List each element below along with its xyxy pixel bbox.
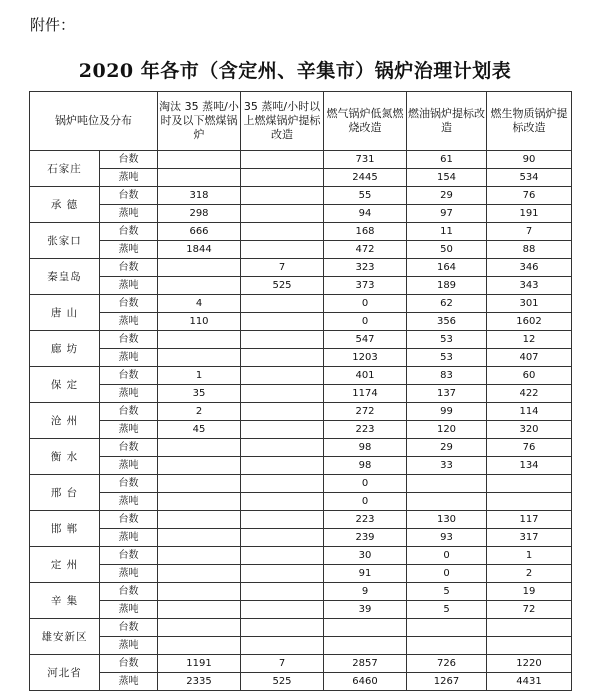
value-cell-oil-upgrade: 726 [407, 655, 487, 673]
table-row [30, 637, 572, 655]
value-cell-coal-upgrade [241, 493, 324, 511]
value-cell-coal-upgrade: 525 [241, 673, 324, 691]
value-cell-oil-upgrade: 130 [407, 511, 487, 529]
value-cell-gas-low-nox: 1203 [324, 349, 407, 367]
value-cell-coal-upgrade: 7 [241, 259, 324, 277]
unit-cell: 蒸吨 [100, 277, 158, 295]
table-row [30, 457, 572, 475]
value-cell-coal-upgrade [241, 565, 324, 583]
value-cell-gas-low-nox: 272 [324, 403, 407, 421]
value-cell-oil-upgrade: 189 [407, 277, 487, 295]
header-coal-upgrade: 35 蒸吨/小时以上燃煤锅炉提标改造 [241, 92, 324, 151]
table-row [30, 529, 572, 547]
value-cell-eliminate-coal [158, 475, 241, 493]
value-cell-eliminate-coal [158, 529, 241, 547]
value-cell-oil-upgrade: 50 [407, 241, 487, 259]
value-cell-eliminate-coal [158, 547, 241, 565]
value-cell-biomass-upgrade [487, 637, 572, 655]
value-cell-gas-low-nox: 9 [324, 583, 407, 601]
value-cell-coal-upgrade: 7 [241, 655, 324, 673]
value-cell-coal-upgrade [241, 151, 324, 169]
value-cell-coal-upgrade [241, 529, 324, 547]
value-cell-coal-upgrade [241, 331, 324, 349]
value-cell-coal-upgrade [241, 601, 324, 619]
value-cell-biomass-upgrade: 7 [487, 223, 572, 241]
value-cell-gas-low-nox: 55 [324, 187, 407, 205]
table-row [30, 493, 572, 511]
value-cell-oil-upgrade [407, 493, 487, 511]
value-cell-eliminate-coal: 4 [158, 295, 241, 313]
value-cell-biomass-upgrade: 317 [487, 529, 572, 547]
value-cell-oil-upgrade: 356 [407, 313, 487, 331]
city-cell: 保 定 [30, 367, 100, 403]
unit-cell: 蒸吨 [100, 493, 158, 511]
value-cell-gas-low-nox: 0 [324, 475, 407, 493]
value-cell-gas-low-nox: 94 [324, 205, 407, 223]
table-row [30, 187, 572, 205]
value-cell-gas-low-nox: 223 [324, 511, 407, 529]
unit-cell: 台数 [100, 511, 158, 529]
value-cell-gas-low-nox: 91 [324, 565, 407, 583]
unit-cell: 蒸吨 [100, 457, 158, 475]
value-cell-gas-low-nox: 223 [324, 421, 407, 439]
value-cell-eliminate-coal [158, 583, 241, 601]
unit-cell: 蒸吨 [100, 205, 158, 223]
value-cell-biomass-upgrade: 76 [487, 439, 572, 457]
value-cell-biomass-upgrade: 88 [487, 241, 572, 259]
value-cell-coal-upgrade [241, 349, 324, 367]
table-row [30, 331, 572, 349]
value-cell-oil-upgrade: 5 [407, 583, 487, 601]
value-cell-eliminate-coal: 1 [158, 367, 241, 385]
header-eliminate-coal: 淘汰 35 蒸吨/小时及以下燃煤锅炉 [158, 92, 241, 151]
value-cell-biomass-upgrade: 191 [487, 205, 572, 223]
value-cell-biomass-upgrade [487, 493, 572, 511]
value-cell-gas-low-nox: 98 [324, 457, 407, 475]
value-cell-coal-upgrade [241, 295, 324, 313]
value-cell-oil-upgrade: 164 [407, 259, 487, 277]
unit-cell: 台数 [100, 331, 158, 349]
unit-cell: 蒸吨 [100, 421, 158, 439]
unit-cell: 蒸吨 [100, 313, 158, 331]
city-cell: 沧 州 [30, 403, 100, 439]
unit-cell: 台数 [100, 295, 158, 313]
table-row [30, 259, 572, 277]
value-cell-oil-upgrade: 83 [407, 367, 487, 385]
value-cell-eliminate-coal [158, 511, 241, 529]
value-cell-gas-low-nox [324, 619, 407, 637]
value-cell-oil-upgrade: 93 [407, 529, 487, 547]
value-cell-eliminate-coal [158, 439, 241, 457]
value-cell-coal-upgrade [241, 313, 324, 331]
table-row [30, 169, 572, 187]
value-cell-biomass-upgrade: 407 [487, 349, 572, 367]
table-row [30, 475, 572, 493]
value-cell-eliminate-coal [158, 331, 241, 349]
value-cell-coal-upgrade [241, 439, 324, 457]
value-cell-gas-low-nox: 0 [324, 313, 407, 331]
value-cell-gas-low-nox: 239 [324, 529, 407, 547]
city-cell: 邯 郸 [30, 511, 100, 547]
city-cell: 承 德 [30, 187, 100, 223]
value-cell-gas-low-nox: 168 [324, 223, 407, 241]
value-cell-coal-upgrade [241, 619, 324, 637]
value-cell-oil-upgrade: 61 [407, 151, 487, 169]
value-cell-eliminate-coal [158, 169, 241, 187]
table-row [30, 421, 572, 439]
value-cell-eliminate-coal: 1844 [158, 241, 241, 259]
value-cell-biomass-upgrade: 534 [487, 169, 572, 187]
value-cell-oil-upgrade [407, 475, 487, 493]
unit-cell: 蒸吨 [100, 385, 158, 403]
attachment-label: 附件： [30, 16, 76, 34]
value-cell-coal-upgrade [241, 457, 324, 475]
unit-cell: 蒸吨 [100, 349, 158, 367]
table-row [30, 367, 572, 385]
value-cell-oil-upgrade: 99 [407, 403, 487, 421]
value-cell-eliminate-coal [158, 493, 241, 511]
value-cell-coal-upgrade [241, 169, 324, 187]
city-cell: 邢 台 [30, 475, 100, 511]
value-cell-coal-upgrade [241, 637, 324, 655]
value-cell-biomass-upgrade: 117 [487, 511, 572, 529]
unit-cell: 台数 [100, 547, 158, 565]
city-cell: 河北省 [30, 655, 100, 691]
value-cell-gas-low-nox: 98 [324, 439, 407, 457]
page-title: 2020 年各市（含定州、辛集市）锅炉治理计划表 [78, 60, 512, 82]
city-cell: 张家口 [30, 223, 100, 259]
value-cell-eliminate-coal: 1191 [158, 655, 241, 673]
boiler-plan-table [29, 91, 572, 691]
value-cell-gas-low-nox: 6460 [324, 673, 407, 691]
value-cell-coal-upgrade [241, 511, 324, 529]
value-cell-eliminate-coal [158, 259, 241, 277]
value-cell-biomass-upgrade: 4431 [487, 673, 572, 691]
city-cell: 辛 集 [30, 583, 100, 619]
value-cell-biomass-upgrade [487, 475, 572, 493]
value-cell-gas-low-nox: 2445 [324, 169, 407, 187]
value-cell-gas-low-nox: 1174 [324, 385, 407, 403]
value-cell-coal-upgrade [241, 205, 324, 223]
value-cell-oil-upgrade [407, 619, 487, 637]
value-cell-coal-upgrade: 525 [241, 277, 324, 295]
value-cell-gas-low-nox: 0 [324, 493, 407, 511]
value-cell-biomass-upgrade: 90 [487, 151, 572, 169]
value-cell-coal-upgrade [241, 367, 324, 385]
value-cell-eliminate-coal [158, 619, 241, 637]
value-cell-gas-low-nox: 373 [324, 277, 407, 295]
unit-cell: 台数 [100, 403, 158, 421]
table-row [30, 241, 572, 259]
value-cell-gas-low-nox: 547 [324, 331, 407, 349]
value-cell-gas-low-nox: 401 [324, 367, 407, 385]
table-row [30, 439, 572, 457]
value-cell-eliminate-coal [158, 565, 241, 583]
value-cell-eliminate-coal [158, 277, 241, 295]
city-cell: 雄安新区 [30, 619, 100, 655]
value-cell-gas-low-nox: 472 [324, 241, 407, 259]
value-cell-biomass-upgrade: 134 [487, 457, 572, 475]
header-region: 锅炉吨位及分布 [30, 92, 158, 151]
value-cell-oil-upgrade: 11 [407, 223, 487, 241]
value-cell-eliminate-coal [158, 637, 241, 655]
table-row [30, 547, 572, 565]
value-cell-eliminate-coal: 298 [158, 205, 241, 223]
value-cell-oil-upgrade: 97 [407, 205, 487, 223]
value-cell-coal-upgrade [241, 385, 324, 403]
value-cell-oil-upgrade: 53 [407, 331, 487, 349]
city-cell: 廊 坊 [30, 331, 100, 367]
table-row [30, 673, 572, 691]
value-cell-coal-upgrade [241, 421, 324, 439]
value-cell-eliminate-coal [158, 151, 241, 169]
value-cell-biomass-upgrade: 60 [487, 367, 572, 385]
value-cell-eliminate-coal [158, 457, 241, 475]
value-cell-oil-upgrade: 154 [407, 169, 487, 187]
table-row [30, 205, 572, 223]
city-cell: 石家庄 [30, 151, 100, 187]
table-row [30, 223, 572, 241]
value-cell-coal-upgrade [241, 223, 324, 241]
value-cell-gas-low-nox: 39 [324, 601, 407, 619]
header-row [30, 92, 572, 151]
city-cell: 定 州 [30, 547, 100, 583]
unit-cell: 蒸吨 [100, 637, 158, 655]
unit-cell: 蒸吨 [100, 601, 158, 619]
value-cell-coal-upgrade [241, 475, 324, 493]
value-cell-biomass-upgrade: 72 [487, 601, 572, 619]
value-cell-biomass-upgrade: 1 [487, 547, 572, 565]
value-cell-eliminate-coal: 318 [158, 187, 241, 205]
table-row [30, 601, 572, 619]
value-cell-biomass-upgrade: 19 [487, 583, 572, 601]
value-cell-biomass-upgrade: 114 [487, 403, 572, 421]
value-cell-biomass-upgrade: 343 [487, 277, 572, 295]
city-cell: 唐 山 [30, 295, 100, 331]
value-cell-oil-upgrade: 62 [407, 295, 487, 313]
unit-cell: 蒸吨 [100, 673, 158, 691]
value-cell-oil-upgrade [407, 637, 487, 655]
unit-cell: 台数 [100, 223, 158, 241]
unit-cell: 台数 [100, 439, 158, 457]
value-cell-coal-upgrade [241, 241, 324, 259]
header-gas-low-nox: 燃气锅炉低氮燃烧改造 [324, 92, 407, 151]
value-cell-biomass-upgrade: 422 [487, 385, 572, 403]
header-biomass-upgrade: 燃生物质锅炉提标改造 [487, 92, 572, 151]
value-cell-gas-low-nox: 323 [324, 259, 407, 277]
value-cell-biomass-upgrade: 1220 [487, 655, 572, 673]
value-cell-oil-upgrade: 33 [407, 457, 487, 475]
table-row [30, 349, 572, 367]
value-cell-eliminate-coal [158, 601, 241, 619]
value-cell-biomass-upgrade: 1602 [487, 313, 572, 331]
value-cell-biomass-upgrade: 76 [487, 187, 572, 205]
value-cell-eliminate-coal: 2 [158, 403, 241, 421]
value-cell-oil-upgrade: 29 [407, 439, 487, 457]
value-cell-oil-upgrade: 120 [407, 421, 487, 439]
unit-cell: 蒸吨 [100, 241, 158, 259]
value-cell-oil-upgrade: 0 [407, 565, 487, 583]
value-cell-eliminate-coal: 2335 [158, 673, 241, 691]
table-row [30, 313, 572, 331]
value-cell-biomass-upgrade: 346 [487, 259, 572, 277]
unit-cell: 台数 [100, 151, 158, 169]
table-row [30, 385, 572, 403]
value-cell-gas-low-nox: 0 [324, 295, 407, 313]
unit-cell: 台数 [100, 583, 158, 601]
value-cell-oil-upgrade: 137 [407, 385, 487, 403]
unit-cell: 蒸吨 [100, 529, 158, 547]
unit-cell: 台数 [100, 259, 158, 277]
value-cell-biomass-upgrade: 320 [487, 421, 572, 439]
value-cell-gas-low-nox: 731 [324, 151, 407, 169]
unit-cell: 蒸吨 [100, 565, 158, 583]
unit-cell: 台数 [100, 619, 158, 637]
table-row [30, 403, 572, 421]
value-cell-gas-low-nox: 30 [324, 547, 407, 565]
value-cell-coal-upgrade [241, 547, 324, 565]
value-cell-eliminate-coal: 110 [158, 313, 241, 331]
city-cell: 秦皇岛 [30, 259, 100, 295]
value-cell-oil-upgrade: 0 [407, 547, 487, 565]
value-cell-biomass-upgrade: 301 [487, 295, 572, 313]
table-row [30, 277, 572, 295]
table-row [30, 511, 572, 529]
value-cell-biomass-upgrade [487, 619, 572, 637]
value-cell-eliminate-coal: 666 [158, 223, 241, 241]
value-cell-coal-upgrade [241, 403, 324, 421]
unit-cell: 蒸吨 [100, 169, 158, 187]
value-cell-eliminate-coal: 45 [158, 421, 241, 439]
table-row [30, 565, 572, 583]
table-row [30, 151, 572, 169]
header-oil-upgrade: 燃油锅炉提标改造 [407, 92, 487, 151]
value-cell-oil-upgrade: 29 [407, 187, 487, 205]
value-cell-biomass-upgrade: 2 [487, 565, 572, 583]
table-row [30, 583, 572, 601]
value-cell-oil-upgrade: 53 [407, 349, 487, 367]
value-cell-oil-upgrade: 5 [407, 601, 487, 619]
unit-cell: 台数 [100, 655, 158, 673]
table-row [30, 655, 572, 673]
value-cell-coal-upgrade [241, 583, 324, 601]
unit-cell: 台数 [100, 367, 158, 385]
unit-cell: 台数 [100, 475, 158, 493]
unit-cell: 台数 [100, 187, 158, 205]
value-cell-eliminate-coal [158, 349, 241, 367]
table-row [30, 619, 572, 637]
value-cell-gas-low-nox [324, 637, 407, 655]
value-cell-coal-upgrade [241, 187, 324, 205]
value-cell-eliminate-coal: 35 [158, 385, 241, 403]
table-row [30, 295, 572, 313]
value-cell-biomass-upgrade: 12 [487, 331, 572, 349]
value-cell-gas-low-nox: 2857 [324, 655, 407, 673]
value-cell-oil-upgrade: 1267 [407, 673, 487, 691]
city-cell: 衡 水 [30, 439, 100, 475]
